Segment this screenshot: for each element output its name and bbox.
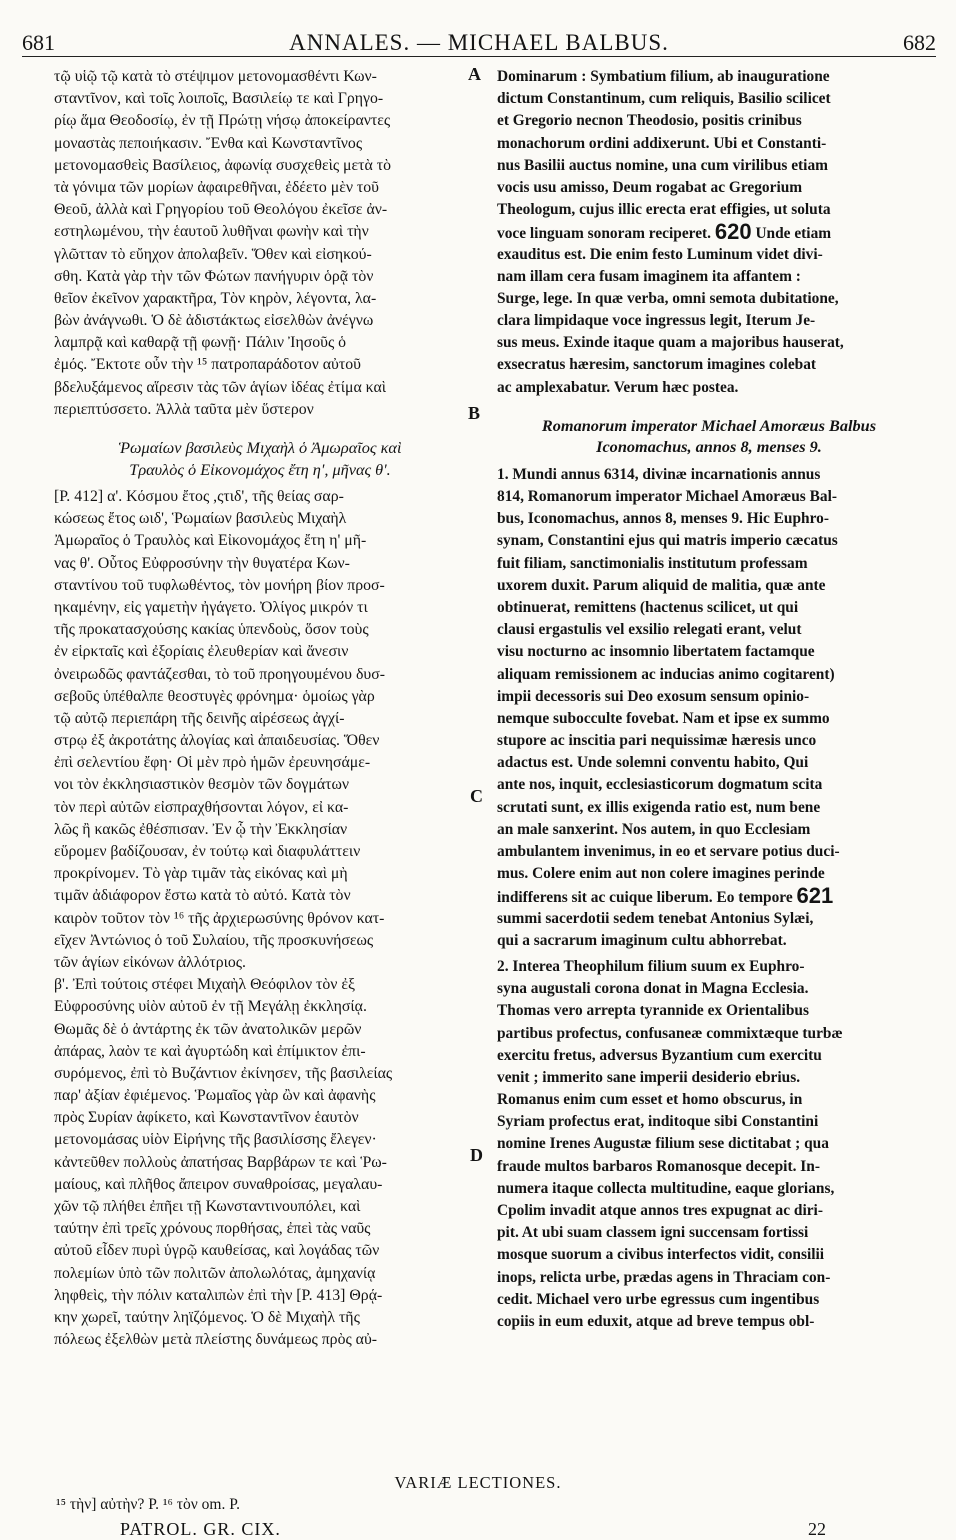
text-line: clausi ergastulis vel exsilio relegati erant, velut xyxy=(497,621,802,639)
text-line: β'. Ἐπὶ τούτοις στέφει Μιχαὴλ Θεόφιλον τὸν ἐξ xyxy=(54,976,356,994)
text-line: Theologum, cujus illic erecta erat effigies, ut soluta xyxy=(497,201,831,219)
column-number-621: 621 xyxy=(796,885,834,908)
text-line: impii decessoris sui Deo exosum sensum opinio- xyxy=(497,687,810,705)
running-title: ANNALES. — MICHAEL BALBUS. xyxy=(289,30,669,55)
text-line: mosque suorum a civibus interfectos vidit, consilii xyxy=(497,1246,825,1264)
text-line: inops, relicta urbe, prædas agens in Thraciam con- xyxy=(497,1268,831,1286)
heading-line: Τραυλὸς ὁ Εἰκονομάχος ἔτη η', μῆνας θ'. xyxy=(129,459,391,479)
latin-line-with-column-number xyxy=(497,885,921,907)
text-line: ambulantem invenimus, in eo et servare potius duci- xyxy=(497,843,840,860)
text-line: an male sanxerint. Nos autem, in quo Ecclesiam xyxy=(497,820,811,838)
latin-top-section xyxy=(497,66,921,399)
text-line: mus. Colere enim aut non colere imagines perinde xyxy=(497,865,825,883)
text-line: ρίῳ ἅμα Θεοδοσίῳ, ἐν τῇ Πρώτῃ νήσῳ ἀποκείραντες xyxy=(54,112,391,130)
text-line: ληφθεὶς, τὴν πόλιν καταλιπὼν ἐπὶ τὴν [P. 413] Θρᾴ- xyxy=(54,1286,383,1304)
text-line: σταντίνου τοῦ τυφλωθέντος, τὸν μονήρη βίον προσ- xyxy=(54,576,385,594)
latin-section-heading xyxy=(497,415,921,458)
text-line: θεῖον ἐκεῖνον χαρακτῆρα, Τὸν κηρὸν, λέγοντα, λα- xyxy=(54,289,377,307)
greek-column xyxy=(54,66,466,1351)
text-line: Surge, lege. In quæ verba, omni semota dubitatione, xyxy=(497,289,839,307)
text-line: λαμπρᾷ καὶ καθαρᾷ τῇ φωνῇ· Πάλιν Ἰησοῦς ὁ xyxy=(54,334,347,352)
text-line: κώσεως ἔτος ωιδ', Ῥωμαίων βασιλεὺς Μιχαὴλ xyxy=(54,510,347,528)
page-number-right: 682 xyxy=(903,30,936,55)
margin-marker-b: B xyxy=(468,403,481,423)
variae-lectiones-title: VARIÆ LECTIONES. xyxy=(394,1473,562,1492)
text-line: ἐμός. Ἔκτοτε οὖν τὴν ¹⁵ πατροπαράδοτον αὐτοῦ xyxy=(54,356,361,374)
text-line: μοναστὰς πεποιήκασιν. Ἔνθα καὶ Κωνσταντῖνος xyxy=(54,134,363,152)
text-line: τιμᾶν ἀδιάφορον ἔστω κατὰ τὸ αὐτό. Κατὰ τὸν xyxy=(54,887,351,905)
text-line: κἀντεῦθεν πολλοὺς ἀπατήσας Βαρβάρων τε καὶ Ῥω- xyxy=(54,1153,387,1171)
page-number-left: 681 xyxy=(22,30,55,55)
footer-signature-number: 22 xyxy=(808,1519,826,1539)
text-line: ἐν εἱρκταῖς καὶ ἐξορίαις ἐλευθερίαν καὶ ἄνεσιν xyxy=(54,643,349,661)
text-line: syna augustali corona donat in Magna Ecclesia. xyxy=(497,980,809,998)
text-line: πρὸς Συρίαν ἀφίκετο, καὶ Κωνσταντῖνον ἑαυτὸν xyxy=(54,1109,359,1127)
text-line: κην χωρεῖ, ταύτην ληϊζόμενος. Ὁ δὲ Μιχαὴλ τῆς xyxy=(54,1308,360,1326)
text-line: nemque subocculte fovebat. Nam et ipse ex summo xyxy=(497,709,830,727)
text-line: Εὐφροσύνης υἱὸν αὐτοῦ ἐν τῇ Μεγάλῃ ἐκκλησίᾳ. xyxy=(54,998,367,1016)
text-line: qui a sacrarum imaginum cultu abhorrebat. xyxy=(497,931,787,949)
latin-line-text: indifferens sit ac cuique liberum. Eo tempore xyxy=(497,889,793,907)
latin-body-paragraph-2 xyxy=(497,956,921,1333)
text-line: stupore ac inscitia pari nequissimæ hæresis unco xyxy=(497,732,817,750)
text-line: et Gregorio necnon Theodosio, positis crinibus xyxy=(497,112,802,130)
text-line: αὐτοῦ εἶδεν πυρὶ ὑγρῷ καυθείσας, καὶ λογάδας τῶν xyxy=(54,1242,380,1260)
text-line: σεβοῦς ὑπέθαλπε θεοστυγὲς φρόνημα· ὁμοίως γὰρ xyxy=(54,687,375,705)
text-line: dictum Constantinum, cum reliquis, Basilio scilicet xyxy=(497,90,831,108)
text-line: numera itaque collecta multitudine, eaque glorians, xyxy=(497,1179,835,1197)
text-line: ηκαμένην, εἰς γαμετὴν ἠγάγετο. Ὀλίγος μικρόν τι xyxy=(54,598,368,616)
text-line: συρόμενος, ἐπὶ τὸ Βυζάντιον ἐκίνησεν, τῆς βασιλείας xyxy=(54,1064,393,1082)
text-line: Thomas vero arrepta tyrannide ex Orientalibus xyxy=(497,1002,809,1020)
text-line: παρ' ἀξίαν ἐφιέμενος. Ῥωμαῖος γὰρ ὢν καὶ ἀφανὴς xyxy=(54,1087,376,1105)
text-line: monachorum ordini addixerunt. Ubi et Constanti- xyxy=(497,134,827,152)
text-line: τῷ αὐτῷ περιεπάρη τῆς δεινῆς αἱρέσεως ἀγχί- xyxy=(54,709,345,727)
text-line: σθη. Κατὰ γὰρ τὴν τῶν Φώτων πανήγυριν ὁρᾷ τὸν xyxy=(54,267,374,285)
text-line: fraude multos barbaros Romanosque decepit. In- xyxy=(497,1157,820,1175)
text-line: σταντῖνον, καὶ τοῖς λοιποῖς, Βασιλείῳ τε καὶ Γρηγο- xyxy=(54,90,384,108)
text-line: Syriam profectus erat, inditoque sibi Constantini xyxy=(497,1113,819,1131)
greek-top-section xyxy=(54,66,466,421)
text-line: γλῶτταν τὸ εὔηχον ἀπολαβεῖν. Ὅθεν καὶ εἰσηκού- xyxy=(54,245,372,263)
text-line: vocis usu amisso, Deum rogabat ac Gregorium xyxy=(497,178,803,196)
text-line: partibus profectus, confusaneæ commixtæque turbæ xyxy=(497,1024,843,1042)
text-line: ἐπὶ σελεντίου ἔφη· Οἱ μὲν πρὸ ἡμῶν ἐρευνησάμε- xyxy=(54,754,371,772)
text-line: exercitu fretus, adversus Byzantium cum exercitu xyxy=(497,1046,822,1064)
text-line: μετονομασθεὶς Βασίλειος, ἀφωνίᾳ συσχεθεὶς μετὰ τὸ xyxy=(54,156,391,174)
text-line: μαίους, καὶ πλῆθος ἄπειρον συναθροίσας, μεγαλαυ- xyxy=(54,1175,383,1193)
text-line: Ἀμωραῖος ὁ Τραυλὸς καὶ Εἰκονομάχος ἔτη η' μῆ- xyxy=(54,532,367,550)
text-line: νας θ'. Οὗτος Εὐφροσύνην τὴν θυγατέρα Κων- xyxy=(54,554,350,572)
text-line: Romanus enim cum esset et homo obscurus, in xyxy=(497,1091,803,1109)
latin-line-with-column-number xyxy=(497,221,921,243)
latin-line-text: voce linguam sonoram reciperet. xyxy=(497,225,712,243)
text-line: ac amplexabatur. Verum hæc postea. xyxy=(497,378,739,396)
text-line: exsecratus hæresim, sanctorum imagines colebat xyxy=(497,356,817,374)
text-line: πολεμίων ὑπὸ τῶν πολιτῶν ἀπολωλότας, ἀμηχανίᾳ xyxy=(54,1264,376,1282)
latin-line-text-continuation: Unde etiam xyxy=(751,225,832,243)
text-line: προκρίνομεν. Τὸ γὰρ τιμᾶν τὰς εἰκόνας καὶ μὴ xyxy=(54,865,348,883)
column-number-620: 620 xyxy=(714,221,752,244)
text-line: 2. Interea Theophilum filium suum ex Euphro- xyxy=(497,957,805,975)
text-line: pit. At ubi suam classem igni succensam fortissi xyxy=(497,1224,809,1242)
text-line: scrutati sunt, ex illis exigenda ratio est, num bene xyxy=(497,798,821,816)
text-line: bus, Iconomachus, annos 8, menses 9. Hic Euphro- xyxy=(497,510,829,528)
text-line: βδελυξάμενος αἵρεσιν τὰς τῶν ἁγίων ἰδέας ἐτίμα καὶ xyxy=(54,378,387,396)
text-line: visu nocturno ac insomnio libertatem factamque xyxy=(497,643,815,661)
text-line: copiis in eum eduxit, atque ad breve tempus obl- xyxy=(497,1312,815,1330)
greek-body-section xyxy=(54,486,466,1351)
text-line: aliquam remissionem ac inducias animo cogitarent) xyxy=(497,665,835,683)
text-line: [P. 412] α'. Κόσμου ἔτος ,ςτιδ', τῆς θείας σαρ- xyxy=(54,488,344,505)
text-line: τῶν ἁγίων εἰκόνων ἀλλότριος. xyxy=(54,953,246,971)
text-line: cedit. Michael vero urbe egressus cum ingentibus xyxy=(497,1290,820,1308)
text-line: nus Basilii auctus nomine, una cum virilibus etiam xyxy=(497,156,828,174)
text-line: περιεπτύσσετο. Ἀλλὰ ταῦτα μὲν ὕστερον xyxy=(54,400,314,418)
text-line: obtinuerat, remittens (hactenus scilicet, ut qui xyxy=(497,598,799,616)
text-line: clara limpidaque voce ingressus legit, Iterum Je- xyxy=(497,312,816,330)
footer-series-label: PATROL. GR. CIX. xyxy=(120,1519,281,1539)
text-line: fuit filiam, sanctimonialis institutum professam xyxy=(497,554,808,572)
text-line: sus meus. Exinde itaque quam a majoribus hauserat, xyxy=(497,334,844,352)
text-line: Cpolim invadit atque annos tres expugnat ac diri- xyxy=(497,1202,823,1219)
text-line: τὰ γόνιμα τῶν μορίων ἀφαιρεθῆναι, ἐδέετο μὲν τοῦ xyxy=(54,178,380,196)
text-line: πόλεως ἐξελθὼν μετὰ πλείστης δυνάμεως πρὸς αὐ- xyxy=(54,1331,378,1349)
text-line: Θωμᾶς δὲ ὁ ἀντάρτης ἐκ τῶν ἀνατολικῶν μερῶν xyxy=(54,1020,362,1038)
text-line: 814, Romanorum imperator Michael Amoræus Bal- xyxy=(497,488,837,505)
text-line: μετονομάσας υἱὸν Εἰρήνης τῆς βασιλίσσης ἔλεγεν· xyxy=(54,1131,377,1149)
text-line: χῶν τῷ πλήθει ἐπῆει τῇ Κωνσταντινουπόλει, καὶ xyxy=(54,1198,361,1215)
heading-line: Ῥωμαίων βασιλεὺς Μιχαὴλ ὁ Ἀμωραῖος καὶ xyxy=(118,438,402,457)
text-line: βὼν ἀνάγνωθι. Ὁ δὲ ἀδιστάκτως εἰσελθὼν ἀνέγνω xyxy=(54,312,374,330)
text-line: 1. Mundi annus 6314, divinæ incarnationis annus xyxy=(497,465,821,483)
text-line: Θεοῦ, ἀλλὰ καὶ Γρηγορίου τοῦ Θεολόγου ἐκεῖσε ἀν- xyxy=(54,201,388,219)
text-line: synam, Constantini ejus qui matris imperio cæcatus xyxy=(497,532,838,550)
text-line: εῖχεν Ἀντώνιος ὁ τοῦ Συλαίου, τῆς προσκυνήσεως xyxy=(54,931,374,949)
text-line: exauditus est. Die enim festo Luminum videt divi- xyxy=(497,245,823,263)
text-line: Dominarum : Symbatium filium, ab inauguratione xyxy=(497,68,830,85)
heading-line: Iconomachus, annos 8, menses 9. xyxy=(596,437,822,457)
text-line: λῶς ἢ κακῶς ἐθέσπισαν. Ἐν ᾧ τὴν Ἐκκλησίαν xyxy=(54,820,348,838)
latin-body-paragraph-1-end xyxy=(497,908,921,952)
text-line: nomine Irenes Augustæ filium sese dictitabat ; qua xyxy=(497,1135,829,1153)
text-line: adactus est. Unde solemni conventu habito, Qui xyxy=(497,754,809,772)
latin-body-paragraph-1 xyxy=(497,464,921,886)
variant-notes: ¹⁵ τὴν] αὐτὴν? P. ¹⁶ τὸν om. P. xyxy=(56,1496,240,1513)
margin-marker-a: A xyxy=(468,64,481,84)
text-line: venit ; immerito sane imperii desiderio ebrius. xyxy=(497,1068,801,1086)
text-line: uxorem duxit. Parum aliquid de malitia, quæ ante xyxy=(497,576,826,594)
text-line: summi sacerdotii sedem tenebat Antonius Sylæi, xyxy=(497,909,814,927)
text-line: εὕρομεν βαδίζουσαν, ἐν τούτῳ καὶ διαφυλάττειν xyxy=(54,843,361,860)
text-line: καιρὸν τοῦτον τὸν ¹⁶ τῆς ἀρχιερωσύνης θρόνον κατ- xyxy=(54,909,385,927)
text-line: νοι τὸν ἐκκλησιαστικὸν θεσμὸν τῶν δογμάτων xyxy=(54,776,349,794)
text-line: ὀνειρωδῶς φαντάζεσθαι, τὸ τοῦ προηγουμένου δυσ- xyxy=(54,665,385,683)
running-header xyxy=(22,24,936,57)
text-line: τῆς προκατασχούσης κακίας ὑπενδοὺς, ὅσον τοὺς xyxy=(54,621,369,639)
text-line: τῷ υἱῷ τῷ κατὰ τὸ στέψιμον μετονομασθέντι Κων- xyxy=(54,68,377,85)
text-line: nam illam cera fusam imaginem ita affantem : xyxy=(497,267,801,285)
margin-marker-c: C xyxy=(470,786,483,806)
margin-marker-d: D xyxy=(470,1145,483,1165)
heading-line: Romanorum imperator Michael Amoræus Balbus xyxy=(541,415,877,435)
text-line: ταύτην ἐπὶ τρεῖς χρόνους πορθήσας, ἐπεὶ τὰς ναῦς xyxy=(54,1220,371,1238)
text-line: στρῳ ἐξ ἀκροτάτης ἀλογίας καὶ ἀπαιδευσίας. Ὅθεν xyxy=(54,732,380,750)
text-line: ἀπάρας, λαὸν τε καὶ ἀγυρτώδη καὶ ἐπίμικτον ἐπι- xyxy=(54,1042,366,1060)
text-line: εστηλωμένου, τὴν ἑαυτοῦ λυθῆναι φωνὴν καὶ τὴν xyxy=(54,223,369,241)
greek-section-heading xyxy=(54,437,466,480)
text-line: ante nos, inquit, ecclesiasticorum dogmatum scita xyxy=(497,776,823,794)
latin-column xyxy=(497,66,921,1333)
text-line: τὸν περὶ αὐτῶν εἰσπραχθήσονται λόγον, εἰ κα- xyxy=(54,798,349,816)
